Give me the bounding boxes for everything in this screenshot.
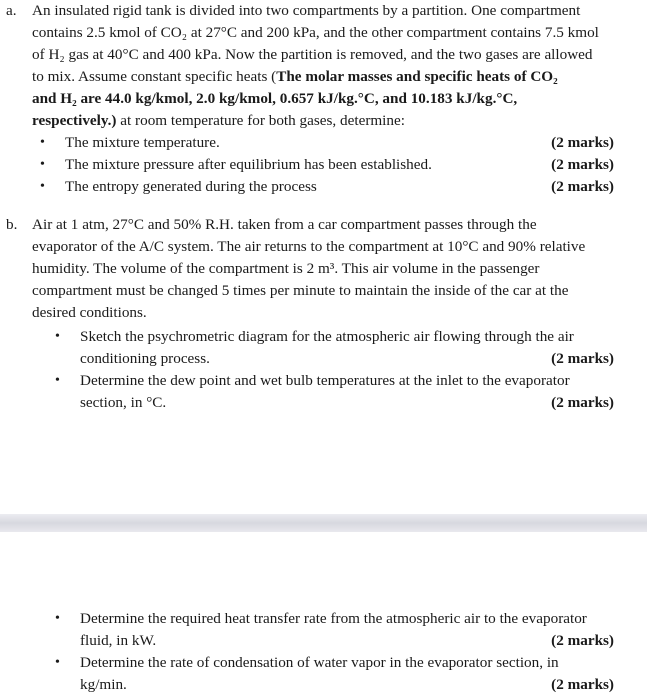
question-a-list [0,132,640,198]
list-item: • Determine the required heat transfer rate from the atmospheric air to the evaporator fluid, in kW. (2 marks) [0,608,640,652]
question-b-text [32,214,632,324]
list-item: • The entropy generated during the process (2 marks) [0,176,640,198]
bullet-icon: • [55,373,60,388]
question-b [0,214,640,414]
question-a-label: a. [6,2,17,19]
question-b-line: Air at 1 atm, 27°C and 50% R.H. taken from a car compartment passes through the [32,216,537,233]
bullet-icon: • [40,157,45,172]
question-a-line: of H₂ gas at 40°C and 400 kPa. Now the partition is removed, and the two gases are allowed [32,46,593,63]
list-item: • The mixture pressure after equilibrium has been established. (2 marks) [0,154,640,176]
question-b-label: b. [6,216,18,233]
question-b-line: evaporator of the A/C system. The air returns to the compartment at 10°C and 90% relative [32,238,586,255]
question-b-line: humidity. The volume of the compartment is 2 m³. This air volume in the passenger [32,260,540,277]
marks-label: (2 marks) [551,676,614,693]
question-b-continued [0,608,640,696]
question-a-text [32,0,632,132]
list-item: • Determine the rate of condensation of water vapor in the evaporator section, in kg/min. (2 marks) [0,652,640,696]
question-a-line: contains 2.5 kmol of CO₂ at 27°C and 200 kPa, and the other compartment contains 7.5 kmol [32,24,599,41]
question-a-line: respectively.) at room temperature for both gases, determine: [32,112,405,129]
question-b-list [0,326,640,414]
list-item: • Determine the dew point and wet bulb temperatures at the inlet to the evaporator section, in °C. (2 marks) [0,370,640,414]
marks-label: (2 marks) [551,134,614,151]
page-divider [0,514,647,532]
marks-label: (2 marks) [551,350,614,367]
question-b-line: compartment must be changed 5 times per minute to maintain the inside of the car at the [32,282,569,299]
list-item: • The mixture temperature. (2 marks) [0,132,640,154]
question-a-line: and H₂ are 44.0 kg/kmol, 2.0 kg/kmol, 0.657 kJ/kg.°C, and 10.183 kJ/kg.°C, [32,90,518,107]
marks-label: (2 marks) [551,394,614,411]
marks-label: (2 marks) [551,178,614,195]
question-b-line: desired conditions. [32,304,147,321]
question-b-list-continued [0,608,640,696]
question-a-line: to mix. Assume constant specific heats (The molar masses and specific heats of CO₂ [32,68,558,85]
question-a [0,0,640,198]
bullet-icon: • [40,179,45,194]
bullet-icon: • [40,135,45,150]
question-a-line: An insulated rigid tank is divided into two compartments by a partition. One compartment [32,2,581,19]
bullet-icon: • [55,611,60,626]
marks-label: (2 marks) [551,156,614,173]
marks-label: (2 marks) [551,632,614,649]
list-item: • Sketch the psychrometric diagram for the atmospheric air flowing through the air conditioning process. (2 marks) [0,326,640,370]
bullet-icon: • [55,655,60,670]
bullet-icon: • [55,329,60,344]
